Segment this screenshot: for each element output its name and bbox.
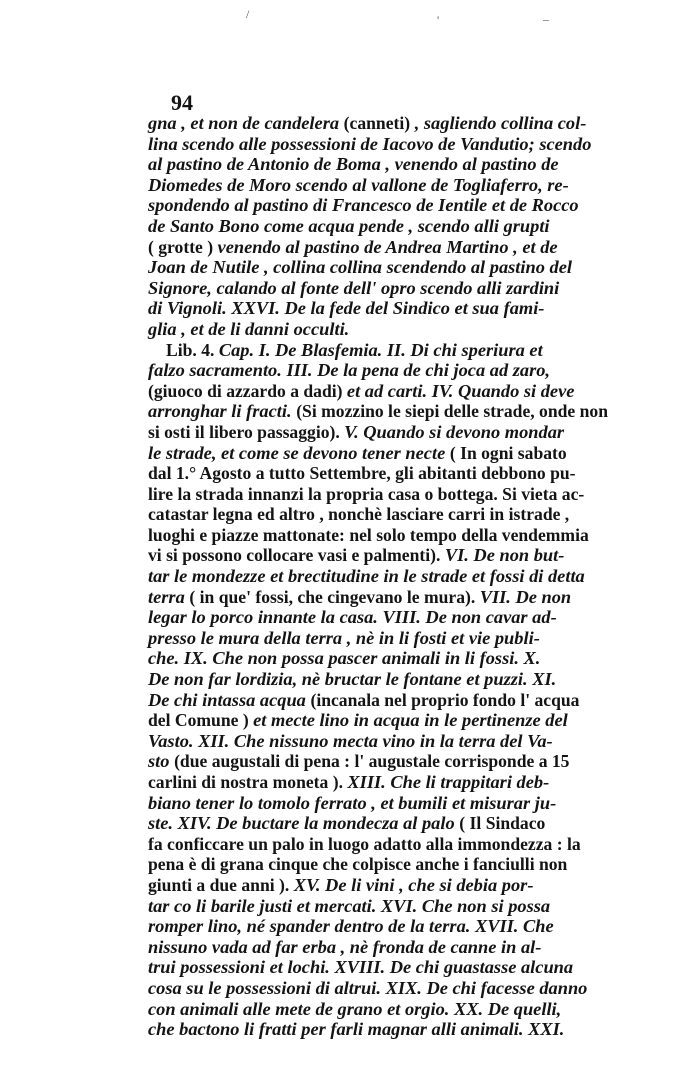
statute-text: al pastino de Antonio de Boma , venendo al pastino de: [148, 154, 559, 175]
text-line: [148, 113, 658, 134]
commentary-text: luoghi e piazze mattonate: nel solo tempo della vendemmia: [148, 524, 589, 545]
text-line: [148, 937, 658, 958]
statute-text: trui possessioni et lochi. XVIII. De chi guastasse alcuna: [148, 957, 574, 978]
statute-text: nissuno vada ad far erba , nè fronda de canne in al-: [148, 936, 542, 957]
text-line: [148, 525, 658, 546]
statute-text: De chi intassa acqua: [148, 689, 311, 710]
text-line: [148, 360, 658, 381]
page-speck: –: [543, 12, 549, 26]
statute-text: gna , et non de candelera: [148, 113, 344, 133]
text-line: [148, 504, 658, 525]
commentary-text: (Si mozzino le siepi delle strade, onde non: [296, 401, 608, 422]
commentary-text: Lib. 4.: [166, 339, 219, 360]
text-line: [148, 134, 658, 155]
text-line: [148, 648, 658, 669]
statute-text: et mecte lino in acqua in le pertinenze del: [253, 710, 568, 731]
text-line: [148, 463, 658, 484]
statute-text: terra: [148, 586, 190, 607]
text-line: [148, 587, 658, 608]
statute-text: XV. De li vini , che si debia por-: [293, 874, 534, 895]
statute-text: Signore, calando al fonte dell' opro scendo alli zardini: [148, 277, 560, 298]
statute-text: le strade, et come se devono tener necte: [148, 442, 450, 463]
statute-text: et ad carti. IV. Quando si deve: [346, 380, 575, 401]
text-line: [148, 175, 658, 196]
statute-text: VI. De non but-: [444, 545, 565, 566]
text-line: [148, 957, 658, 978]
commentary-text: (incanala nel proprio fondo l' acqua: [310, 689, 580, 710]
commentary-text: del Comune ): [148, 710, 254, 731]
statute-text: Joan de Nutile , collina collina scendendo al pastino del: [148, 257, 573, 278]
text-line: [148, 628, 658, 649]
text-line: [148, 381, 658, 402]
commentary-text: ( In ogni sabato: [449, 442, 567, 463]
statute-text: arronghar li fracti.: [148, 401, 297, 422]
statute-text: falzo sacramento. III. De la pena de chi joca ad zaro,: [148, 360, 551, 381]
statute-text: ste. XIV. De buctare la mondecza al palo: [148, 813, 460, 834]
text-line: [148, 751, 658, 772]
statute-text: che. IX. Che non possa pascer animali in li fossi. X.: [148, 648, 541, 669]
text-line: [148, 298, 658, 319]
text-line: [148, 566, 658, 587]
commentary-text: (giuoco di azzardo a dadi): [148, 380, 347, 401]
text-line: [148, 319, 658, 340]
commentary-text: (canneti): [343, 113, 411, 133]
statute-text: tar co li barile justi et mercati. XVI. Che non si possa: [148, 895, 551, 916]
text-line: [148, 793, 658, 814]
statute-text: spondendo al pastino di Francesco de Ientile et de Rocco: [148, 195, 579, 216]
text-line: [148, 916, 658, 937]
statute-text: tar le mondezze et brectitudine in le strade et fossi di detta: [148, 566, 585, 587]
commentary-text: ( grotte ): [148, 236, 218, 257]
body-text: [148, 113, 658, 1040]
statute-text: Vasto. XII. Che nissuno mecta vino in la terra del Va-: [148, 730, 553, 751]
statute-text: XIII. Che li trappitari deb-: [347, 772, 550, 792]
statute-text: de Santo Bono come acqua pende , scendo alli grupti: [148, 215, 550, 236]
text-line: [148, 216, 658, 237]
text-line: [148, 422, 658, 443]
statute-text: De non far lordizia, nè bructar le fontane et puzzi. XI.: [148, 669, 557, 690]
commentary-text: ( Il Sindaco: [459, 813, 546, 834]
text-line: [148, 731, 658, 752]
text-line: [148, 257, 658, 278]
statute-text: Cap. I. De Blasfemia. II. Di chi speriura et: [218, 339, 543, 360]
text-line: [148, 772, 658, 793]
text-line: [148, 834, 658, 855]
commentary-text: fa conficcare un palo in luogo adatto alla immondezza : la: [148, 833, 581, 854]
statute-text: di Vignoli. XXVI. De la fede del Sindico et sua fami-: [148, 298, 545, 319]
text-line: [148, 237, 658, 258]
statute-text: Diomedes de Moro scendo al vallone de Togliaferro, re-: [148, 174, 569, 195]
text-line: [148, 875, 658, 896]
text-line: [148, 1019, 658, 1040]
commentary-text: vi si possono collocare vasi e palmenti).: [148, 545, 445, 566]
statute-text: , sagliendo collina col-: [410, 113, 587, 133]
text-line: [148, 545, 658, 566]
statute-text: che bactono li fratti per farli magnar alli animali. XXI.: [148, 1019, 565, 1040]
commentary-text: ( in que' fossi, che cingevano le mura).: [189, 586, 480, 607]
text-line: [148, 690, 658, 711]
statute-text: presso le mura della terra , nè in li fosti et vie publi-: [148, 627, 540, 648]
page-speck: /: [246, 7, 250, 21]
statute-text: con animali alle mete de grano et orgio. XX. De quelli,: [148, 998, 562, 1019]
commentary-text: dal 1.° Agosto a tutto Settembre, gli abitanti debbono pu-: [148, 463, 576, 484]
commentary-text: catastar legna ed altro , nonchè lasciare carri in istrade ,: [148, 504, 570, 525]
text-line: [148, 154, 658, 175]
text-line: [148, 443, 658, 464]
text-line: [148, 484, 658, 505]
page-number: 94: [171, 90, 193, 115]
page-speck: ': [437, 13, 440, 27]
statute-text: biano tener lo tomolo ferrato , et bumili et misurar ju-: [148, 792, 557, 813]
text-line: [148, 195, 658, 216]
text-line: [148, 978, 658, 999]
statute-text: cosa su le possessioni di altrui. XIX. De chi facesse danno: [148, 977, 588, 998]
text-line: [148, 607, 658, 628]
statute-text: legar lo porco innante la casa. VIII. De non cavar ad-: [148, 607, 557, 628]
statute-text: romper lino, né spander dentro de la terra. XVII. Che: [148, 916, 554, 937]
commentary-text: pena è di grana cinque che colpisce anche i fanciulli non: [148, 854, 568, 875]
statute-text: venendo al pastino de Andrea Martino , et de: [217, 236, 558, 257]
text-line: [148, 669, 658, 690]
statute-text: VII. De non: [479, 586, 572, 607]
commentary-text: lire la strada innanzi la propria casa o bottega. Si vieta ac-: [148, 483, 585, 504]
text-line: [148, 999, 658, 1020]
commentary-text: giunti a due anni ).: [148, 874, 294, 895]
text-line: [148, 278, 658, 299]
text-line: [148, 854, 658, 875]
commentary-text: si osti il libero passaggio).: [148, 421, 345, 442]
text-line: [148, 813, 658, 834]
text-line: [148, 710, 658, 731]
statute-text: V. Quando si devono mondar: [344, 421, 565, 442]
commentary-text: carlini di nostra moneta ).: [148, 772, 348, 792]
text-line: [148, 401, 658, 422]
commentary-text: (due augustali di pena : l' augustale corrisponde a 15: [174, 751, 570, 772]
text-line: [148, 896, 658, 917]
statute-text: lina scendo alle possessioni de Iacovo de Vandutio; scendo: [148, 133, 592, 154]
text-line: [148, 340, 658, 361]
statute-text: glia , et de li danni occulti.: [148, 318, 350, 339]
statute-text: sto: [148, 751, 175, 772]
